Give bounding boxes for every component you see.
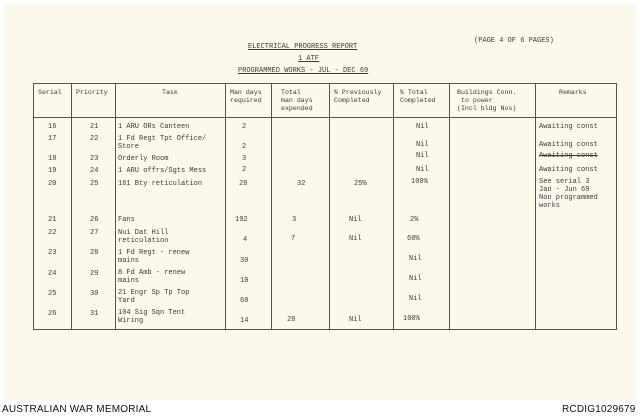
unit-name: 1 ATF bbox=[298, 55, 320, 63]
column-rule bbox=[616, 83, 617, 330]
priority-cell: 28 bbox=[90, 249, 99, 257]
man-days-cell: 30 bbox=[240, 257, 249, 265]
serial-cell: 24 bbox=[48, 270, 57, 278]
col-header-buildings: Buildings Conn. bbox=[457, 89, 517, 96]
column-rule bbox=[115, 83, 116, 330]
expended-cell: 20 bbox=[287, 316, 296, 324]
total-completed-cell: Nil bbox=[416, 141, 429, 149]
col-header-expended: man days bbox=[281, 97, 313, 104]
total-completed-cell: 100% bbox=[403, 315, 420, 323]
total-completed-cell: Nil bbox=[409, 255, 422, 263]
col-header-buildings: (Incl bldg Nos) bbox=[457, 105, 517, 112]
man-days-cell: 4 bbox=[243, 236, 248, 244]
total-completed-cell: Nil bbox=[409, 295, 422, 303]
priority-cell: 23 bbox=[90, 155, 99, 163]
serial-cell: 17 bbox=[48, 135, 57, 143]
remarks-cell: Awaiting const bbox=[539, 152, 598, 160]
page-label: (PAGE 4 OF 6 PAGES) bbox=[474, 37, 554, 45]
column-rule bbox=[71, 83, 72, 330]
task-cell: Store bbox=[118, 143, 140, 151]
footer-archive-name: AUSTRALIAN WAR MEMORIAL bbox=[2, 404, 152, 415]
col-header-prev-completed: % Previously bbox=[334, 89, 382, 96]
remarks-cell: Awaiting const bbox=[539, 166, 598, 174]
total-completed-cell: 60% bbox=[407, 235, 420, 243]
column-rule bbox=[329, 83, 330, 330]
priority-cell: 24 bbox=[90, 167, 99, 175]
column-rule bbox=[33, 83, 34, 330]
footer-item-id: RCDIG1029679 bbox=[562, 404, 636, 415]
total-completed-cell: Nil bbox=[409, 275, 422, 283]
serial-cell: 18 bbox=[48, 155, 57, 163]
report-subtitle: PROGRAMMED WORKS - JUL - DEC 69 bbox=[238, 67, 369, 75]
man-days-cell: 2 bbox=[242, 123, 247, 131]
remarks-cell: Awaiting const bbox=[539, 123, 598, 131]
priority-cell: 21 bbox=[90, 123, 99, 131]
prev-completed-cell: Nil bbox=[349, 316, 362, 324]
man-days-cell: 10 bbox=[240, 277, 249, 285]
task-cell: Yard bbox=[118, 297, 135, 305]
task-cell: 1 Fd Regt - renew bbox=[118, 249, 190, 257]
remarks-cell: See serial 3 bbox=[539, 178, 590, 186]
man-days-cell: 60 bbox=[240, 297, 249, 305]
col-header-man-days: required bbox=[230, 97, 262, 104]
priority-cell: 26 bbox=[90, 216, 99, 224]
task-cell: mains bbox=[118, 277, 140, 285]
man-days-cell: 2 bbox=[242, 143, 247, 151]
serial-cell: 26 bbox=[48, 310, 57, 318]
col-header-total-completed: % Total bbox=[400, 89, 428, 96]
column-rule bbox=[535, 83, 536, 330]
prev-completed-cell: 25% bbox=[354, 180, 367, 188]
remarks-cell: Non programmed bbox=[539, 194, 598, 202]
table-top-border bbox=[33, 83, 617, 84]
task-cell: Nui Dat Hill bbox=[118, 229, 169, 237]
serial-cell: 20 bbox=[48, 180, 57, 188]
report-title: ELECTRICAL PROGRESS REPORT bbox=[248, 43, 358, 51]
man-days-cell: 20 bbox=[239, 180, 248, 188]
serial-cell: 25 bbox=[48, 290, 57, 298]
total-completed-cell: 2% bbox=[410, 216, 419, 224]
prev-completed-cell: Nil bbox=[349, 216, 362, 224]
priority-cell: 31 bbox=[90, 310, 99, 318]
col-header-total-completed: Completed bbox=[400, 97, 436, 104]
serial-cell: 16 bbox=[48, 123, 57, 131]
remarks-cell: works bbox=[539, 202, 561, 210]
col-header-buildings: to power bbox=[461, 97, 493, 104]
serial-cell: 21 bbox=[48, 216, 57, 224]
total-completed-cell: Nil bbox=[416, 152, 429, 160]
col-header-serial: Serial bbox=[38, 89, 62, 96]
serial-cell: 23 bbox=[48, 249, 57, 257]
col-header-man-days: Man days bbox=[230, 89, 262, 96]
priority-cell: 30 bbox=[90, 290, 99, 298]
task-cell: reticulation bbox=[118, 237, 169, 245]
col-header-task: Task bbox=[162, 89, 178, 96]
expended-cell: 32 bbox=[297, 180, 306, 188]
column-rule bbox=[271, 83, 272, 330]
task-cell: 8 Fd Amb - renew bbox=[118, 269, 186, 277]
prev-completed-cell: Nil bbox=[349, 235, 362, 243]
remarks-cell: Jan - Jun 69 bbox=[539, 186, 590, 194]
task-cell: 1 ARU ORs Canteen bbox=[118, 123, 190, 131]
task-cell: Wiring bbox=[118, 317, 144, 325]
total-completed-cell: Nil bbox=[416, 166, 429, 174]
col-header-remarks: Remarks bbox=[559, 89, 587, 96]
serial-cell: 22 bbox=[48, 229, 57, 237]
man-days-cell: 3 bbox=[242, 155, 247, 163]
priority-cell: 29 bbox=[90, 270, 99, 278]
task-cell: Orderly Room bbox=[118, 155, 169, 163]
task-cell: 104 Sig Sqn Tent bbox=[118, 309, 186, 317]
col-header-priority: Priority bbox=[76, 89, 108, 96]
serial-cell: 19 bbox=[48, 167, 57, 175]
column-rule bbox=[449, 83, 450, 330]
man-days-cell: 14 bbox=[240, 317, 249, 325]
task-cell: 1 Fd Regt Tpt Office/ bbox=[118, 135, 207, 143]
task-cell: 21 Engr Sp Tp Top bbox=[118, 289, 190, 297]
remarks-cell: Awaiting const bbox=[539, 141, 598, 149]
task-cell: 1 ARU offrs/Sgts Mess bbox=[118, 167, 207, 175]
man-days-cell: 2 bbox=[242, 166, 247, 174]
man-days-cell: 192 bbox=[235, 216, 248, 224]
col-header-expended: expended bbox=[281, 105, 313, 112]
table-bottom-border bbox=[33, 329, 617, 330]
header-bottom-border bbox=[33, 117, 617, 118]
task-cell: Fans bbox=[118, 216, 135, 224]
expended-cell: 3 bbox=[292, 216, 297, 224]
expended-cell: 7 bbox=[291, 235, 296, 243]
col-header-expended: Total bbox=[281, 89, 301, 96]
column-rule bbox=[393, 83, 394, 330]
task-cell: mains bbox=[118, 257, 140, 265]
total-completed-cell: 100% bbox=[411, 178, 428, 186]
task-cell: 161 Bty reticulation bbox=[118, 180, 203, 188]
total-completed-cell: Nil bbox=[416, 123, 429, 131]
col-header-prev-completed: Completed bbox=[334, 97, 370, 104]
column-rule bbox=[225, 83, 226, 330]
priority-cell: 22 bbox=[90, 135, 99, 143]
priority-cell: 27 bbox=[90, 229, 99, 237]
priority-cell: 25 bbox=[90, 180, 99, 188]
